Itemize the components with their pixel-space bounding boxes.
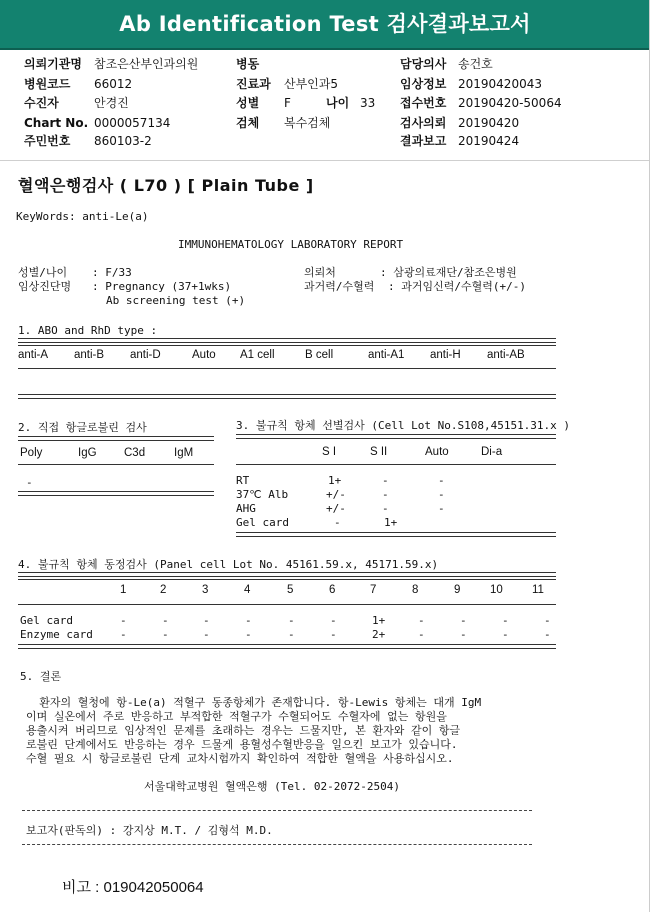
header-row-ward [236, 56, 284, 72]
panel-cell: - [502, 628, 509, 641]
header-label: 의뢰기관명 [24, 57, 82, 71]
header-label: 접수번호 [400, 96, 447, 110]
panel-cell: - [502, 614, 509, 627]
panel-col: 10 [490, 584, 503, 596]
screen-col: S II [370, 446, 388, 458]
header-row-receipt-no [400, 95, 562, 111]
header-label: 진료과 [236, 77, 271, 91]
panel-cell: - [162, 614, 169, 627]
report-title: Ab Identification Test 검사결과보고서 [0, 0, 650, 48]
dat-value: - [26, 476, 33, 489]
header-row-sex-age [236, 95, 375, 111]
rule [18, 604, 556, 605]
panel-cell: - [203, 614, 210, 627]
panel-cell: - [120, 628, 127, 641]
panel-col: 8 [412, 584, 419, 596]
panel-cell: - [245, 614, 252, 627]
rule [236, 464, 556, 465]
abo-col: anti-A [18, 349, 49, 361]
conclusion-line: 용출시켜 버리므로 임상적인 문제를 초래하는 경우는 드물지만, 본 환자와 같이 항글 [26, 724, 461, 737]
panel-cell: - [120, 614, 127, 627]
screen-cell: - [382, 488, 389, 501]
sex-age-label: 성별/나이 [18, 266, 68, 279]
screen-cell: - [382, 502, 389, 515]
conclusion-line: 수혈 필요 시 항글로불린 단계 교차시험까지 확인하여 적합한 혈액을 사용하십시오. [26, 752, 454, 765]
keywords: KeyWords: anti-Le(a) [16, 210, 149, 223]
header-row-patient [24, 95, 129, 111]
panel-cell: - [460, 614, 467, 627]
abo-col: A1 cell [240, 349, 275, 361]
header-label: 병원코드 [24, 77, 71, 91]
panel-row-label: Enzyme card [20, 628, 93, 641]
header-value: 860103-2 [94, 134, 152, 148]
dat-col: IgG [78, 447, 97, 459]
rule [22, 844, 532, 845]
rule [18, 464, 214, 465]
header-label: Chart No. [24, 116, 89, 130]
double-rule [18, 572, 556, 577]
abo-col: B cell [305, 349, 334, 361]
header-value: 20190420-50064 [458, 96, 562, 110]
section-4-title: 4. 불규칙 항체 동정검사 (Panel cell Lot No. 45161.59.x, 45171.59.x) [18, 558, 439, 571]
header-row-specimen [236, 115, 330, 131]
panel-col: 6 [329, 584, 336, 596]
abo-col: anti-B [74, 349, 105, 361]
double-rule [18, 436, 214, 441]
header-label: 결과보고 [400, 134, 447, 148]
title-underline [0, 48, 650, 50]
diagnosis-label: 임상진단명 [18, 280, 72, 293]
header-row-chart-no [24, 115, 170, 131]
rule [18, 579, 556, 580]
section-5-title: 5. 결론 [20, 670, 62, 683]
history-label: 과거력/수혈력 [304, 280, 375, 293]
abo-col: anti-D [130, 349, 161, 361]
history-value: : 과거임신력/수혈력(+/-) [388, 280, 526, 293]
panel-cell: - [162, 628, 169, 641]
diagnosis-value-2: Ab screening test (+) [106, 294, 246, 307]
screen-cell: - [438, 474, 445, 487]
header-value: 20190420043 [458, 77, 542, 91]
abo-col: Auto [192, 349, 216, 361]
panel-col: 2 [160, 584, 167, 596]
sex-age-value: : F/33 [92, 266, 132, 279]
panel-col: 9 [454, 584, 461, 596]
header-value: 송건호 [458, 57, 493, 71]
double-rule [236, 434, 556, 439]
remark: 비고 : 019042050064 [62, 879, 204, 896]
header-value: 0000057134 [94, 116, 171, 130]
double-rule [236, 532, 556, 537]
reporter: 보고자(판독의) : 강지상 M.T. / 김형석 M.D. [26, 824, 273, 837]
conclusion-line: 로불린 단계에서도 반응하는 경우 드물게 용혈성수혈반응을 일으킨 보고가 있습니다. [26, 738, 458, 751]
header-label: 병동 [236, 57, 260, 71]
header-value: 복수검체 [284, 116, 331, 130]
screen-col: Auto [425, 446, 449, 458]
panel-cell: - [544, 614, 551, 627]
section-3-title: 3. 불규칙 항체 선별검사 (Cell Lot No.S108,45151.31.x ) [236, 419, 571, 432]
age-label: 나이 [326, 96, 350, 110]
lab-report-title: IMMUNOHEMATOLOGY LABORATORY REPORT [178, 238, 404, 251]
panel-col: 5 [287, 584, 294, 596]
requester-value: : 삼광의료재단/참조은병원 [380, 266, 517, 279]
header-row-clinical-info [400, 76, 542, 92]
panel-cell: - [245, 628, 252, 641]
panel-cell: - [418, 614, 425, 627]
dat-col: C3d [124, 447, 146, 459]
header-value: 20190424 [458, 134, 520, 148]
abo-col: anti-AB [487, 349, 525, 361]
panel-cell: - [330, 628, 337, 641]
header-row-doctor [400, 56, 493, 72]
dat-col: Poly [20, 447, 43, 459]
screen-col: Di-a [481, 446, 503, 458]
screen-row-label: RT [236, 474, 250, 487]
requester-label: 의뢰처 [304, 266, 336, 279]
double-rule [18, 394, 556, 399]
screen-cell: - [438, 488, 445, 501]
header-value: 산부인과5 [284, 77, 339, 91]
screen-cell: - [334, 516, 341, 529]
header-value: 20190420 [458, 116, 520, 130]
header-value: F [284, 96, 291, 110]
section-2-title: 2. 직접 항글로불린 검사 [18, 421, 147, 434]
screen-cell: +/- [326, 502, 346, 515]
screen-row-label: Gel card [236, 516, 289, 529]
panel-col: 11 [532, 584, 544, 596]
screen-col: S I [322, 446, 337, 458]
section-1-title: 1. ABO and RhD type : [18, 324, 158, 337]
diagnosis-value: : Pregnancy (37+1wks) [92, 280, 232, 293]
hospital-contact: 서울대학교병원 혈액은행 (Tel. 02-2072-2504) [144, 780, 400, 793]
header-row-request-date [400, 115, 519, 131]
rule [18, 345, 556, 346]
double-rule [18, 491, 214, 496]
panel-col: 7 [370, 584, 377, 596]
header-label: 검체 [236, 116, 260, 130]
panel-cell: - [288, 628, 295, 641]
dat-col: IgM [174, 447, 194, 459]
screen-cell: +/- [326, 488, 346, 501]
rule [22, 810, 532, 811]
test-title: 혈액은행검사 ( L70 ) [ Plain Tube ] [18, 176, 314, 195]
header-label: 검사의뢰 [400, 116, 447, 130]
screen-cell: - [382, 474, 389, 487]
panel-cell: - [288, 614, 295, 627]
panel-col: 4 [244, 584, 251, 596]
panel-cell: 2+ [372, 628, 386, 641]
screen-cell: 1+ [328, 474, 342, 487]
screen-cell: - [438, 502, 445, 515]
header-label: 담당의사 [400, 57, 447, 71]
screen-row-label: 37℃ Alb [236, 488, 289, 501]
conclusion-line: 이며 실온에서 주로 반응하고 부적합한 적혈구가 수혈되어도 수혈자에 없는 항원을 [26, 710, 447, 723]
header-row-department [236, 76, 338, 92]
rule [18, 368, 556, 369]
header-value: 안경진 [94, 96, 129, 110]
header-row-institution [24, 56, 198, 72]
panel-cell: - [418, 628, 425, 641]
header-label: 임상정보 [400, 77, 447, 91]
panel-cell: - [460, 628, 467, 641]
abo-col: anti-A1 [368, 349, 405, 361]
age-value: 33 [360, 96, 376, 110]
abo-col: anti-H [430, 349, 461, 361]
panel-cell: - [544, 628, 551, 641]
header-row-report-date [400, 133, 519, 149]
header-label: 주민번호 [24, 134, 71, 148]
panel-cell: 1+ [372, 614, 386, 627]
conclusion-line: 환자의 혈청에 항-Le(a) 적혈구 동종항체가 존재합니다. 항-Lewis 항체는 대개 IgM [26, 696, 482, 709]
header-value: 참조은산부인과의원 [94, 57, 199, 71]
header-row-resident-no [24, 133, 152, 149]
double-rule [18, 338, 556, 343]
panel-col: 1 [120, 584, 127, 596]
screen-cell: 1+ [384, 516, 398, 529]
panel-col: 3 [202, 584, 209, 596]
double-rule [18, 644, 556, 649]
header-value: 66012 [94, 77, 133, 91]
header-label: 수진자 [24, 96, 59, 110]
header-label: 성별 [236, 96, 260, 110]
header-row-hospital-code [24, 76, 132, 92]
header-separator [0, 160, 650, 161]
panel-cell: - [203, 628, 210, 641]
panel-row-label: Gel card [20, 614, 73, 627]
panel-cell: - [330, 614, 337, 627]
screen-row-label: AHG [236, 502, 256, 515]
